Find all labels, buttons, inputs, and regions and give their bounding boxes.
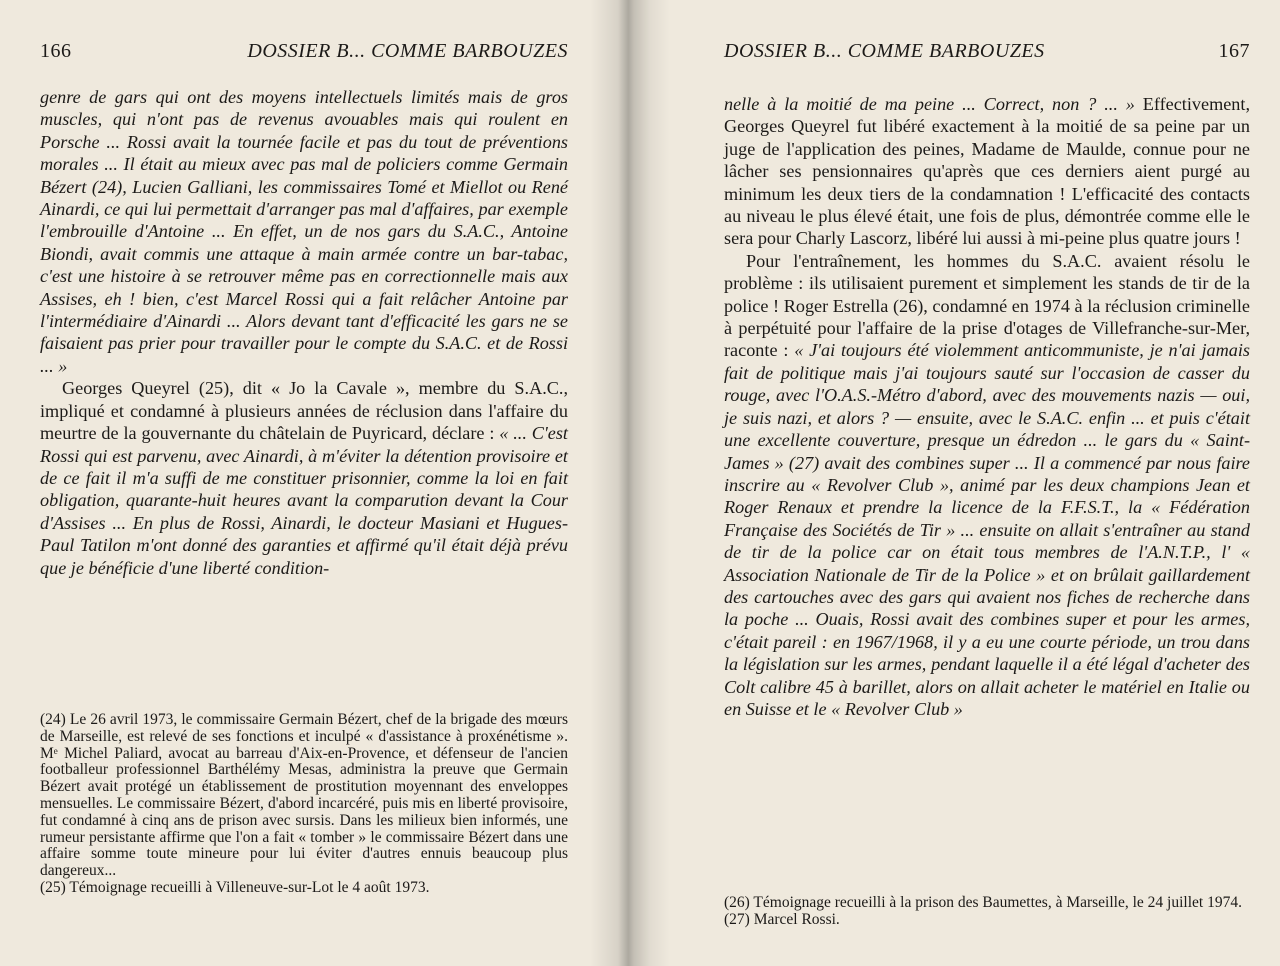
left-para2-intro: Georges Queyrel (25), dit « Jo la Cavale », membre du S.A.C., impliqué et condamné à plusieurs années de réclusion dans l'affaire du meurtre de la gouvernante du châtelain de Puyricard, déclare : [40,378,568,444]
right-paragraph-2 [724,250,1250,721]
right-running-title: DOSSIER B... COMME BARBOUZES [724,40,1045,62]
footnote-27: (27) Marcel Rossi. [724,910,840,928]
left-para2-quote: « ... C'est Rossi qui est parvenu, avec Ainardi, à m'éviter la détention provisoire et de ce fait il m'a suffi de me constituer prisonnier, comme la loi en fait obligation, quarante-huit heures avant la comparution devant la Cour d'Assises ... En plus de Rossi, Ainardi, le docteur Masiani et Hugues-Paul Tatilon m'ont donné des garanties et affirmé qu'il était déjà prévu que je bénéficie d'une liberté condition- [40,423,568,578]
footnote-26: (26) Témoignage recueilli à la prison des Baumettes, à Marseille, le 24 juillet 1974. [724,894,1242,911]
left-footnotes [40,712,568,897]
left-para1-quote: genre de gars qui ont des moyens intellectuels limités mais de gros muscles, qui n'ont pas de revenus avouables mais qui roulent en Porsche ... Rossi avait la tournée facile et pas du tout de préventions morales ... Il était au mieux avec pas mal de policiers comme Germain Bézert (24), Lucien Galliani, les commissaires Tomé et Miellot ou René Ainardi, ce qui lui permettait d'arranger pas mal d'affaires, par exemple l'embrouille d'Antoine ... En effet, un de nos gars du S.A.C., Antoine Biondi, avait commis une attaque à main armée contre un bar-tabac, c'est une histoire à se retrouver même pas en correctionnelle mais aux Assises, eh ! bien, c'est Marcel Rossi qui a fait relâcher Antoine par l'intermédiaire d'Ainardi ... Alors devant tant d'efficacité les gars ne se faisaient pas prier pour travailler pour le compte du S.A.C. et de Rossi ... » [40,87,568,376]
right-para2-intro: Pour l'entraînement, les hommes du S.A.C. avaient résolu le problème : ils utilisaient purement et simplement les stands de tir de la police ! Roger Estrella (26), condamné en 1974 à la réclusion criminelle à perpétuité pour l'affaire de la prise d'otages de Villefranche-sur-Mer, raconte : [724,250,1250,361]
right-para1-quote: nelle à la moitié de ma peine ... Correct, non ? ... » [724,94,1143,114]
left-paragraph-2 [40,377,568,579]
right-body-text [724,93,1250,720]
left-paragraph-1 [40,86,568,377]
footnote-24: (24) Le 26 avril 1973, le commissaire Germain Bézert, chef de la brigade des mœurs de Marseille, est relevé de ses fonctions et inculpé « d'assistance à proxénétisme ». Mᵉ Michel Paliard, avocat au barreau d'Aix-en-Provence, et défenseur de l'ancien footballeur professionnel Barthélémy Mesas, administra la preuve que Germain Bézert avait protégé un établissement de prostitution moyennant des enveloppes mensuelles. Le commissaire Bézert, d'abord incarcéré, puis mis en liberté provisoire, fut condamné à cinq ans de prison avec sursis. Dans les milieux bien informés, une rumeur persistante affirme que l'on a fait « tomber » le commissaire Bézert dans une affaire somme toute mineure pour lui éviter d'autres ennuis beaucoup plus dangereux... [40,711,568,880]
right-page [624,0,1280,966]
right-para1-text: Effectivement, Georges Queyrel fut libéré exactement à la moitié de sa peine par un juge de l'application des peines, Madame de Maulde, connue pour ne lâcher ses pensionnaires qu'après que ces derniers aient purgé au minimum les deux tiers de la condamnation ! L'efficacité des contacts au niveau le plus élevé était, une fois de plus, démontrée comme elle le sera pour Charly Lascorz, libéré lui aussi à mi-peine plus quatre jours ! [724,94,1250,249]
left-body-text [40,86,568,579]
right-footnotes [724,895,1250,929]
left-page [0,0,624,966]
right-para2-quote: « J'ai toujours été violemment anticommuniste, je n'ai jamais fait de politique mais j'ai toujours sauté sur l'occasion de casser du rouge, avec l'O.A.S.-Métro d'abord, avec des mouvements nazis — oui, je suis nazi, et alors ? — ensuite, avec le S.A.C. enfin ... et puis c'était une excellente couverture, presque un édredon ... le gars du « Saint-James » (27) avait des combines super ... Il a commencé par nous faire inscrire au « Revolver Club », animé par les deux champions Jean et Roger Renaux et prendre la licence de la F.F.S.T., la « Fédération Française des Sociétés de Tir » ... ensuite on allait s'entraîner au stand de tir de la police car on était tous membres de l'A.N.T.P., l' « Association Nationale de Tir de la Police » et on brûlait gaillardement des cartouches avec des gars qui avaient nos fiches de recherche dans la poche ... Ouais, Rossi avait des combines super et pour les armes, c'était pareil : en 1967/1968, il y a eu une courte période, un trou dans la législation sur les armes, pendant laquelle il a été légal d'acheter des Colt calibre 45 à barillet, alors on allait acheter le matériel en Italie ou en Suisse et le « Revolver Club » [724,340,1250,719]
right-page-number: 167 [1218,40,1250,62]
right-paragraph-1 [724,93,1250,250]
left-running-title: DOSSIER B... COMME BARBOUZES [247,40,568,62]
footnote-25: (25) Témoignage recueilli à Villeneuve-sur-Lot le 4 août 1973. [40,878,430,896]
left-page-number: 166 [40,40,72,62]
